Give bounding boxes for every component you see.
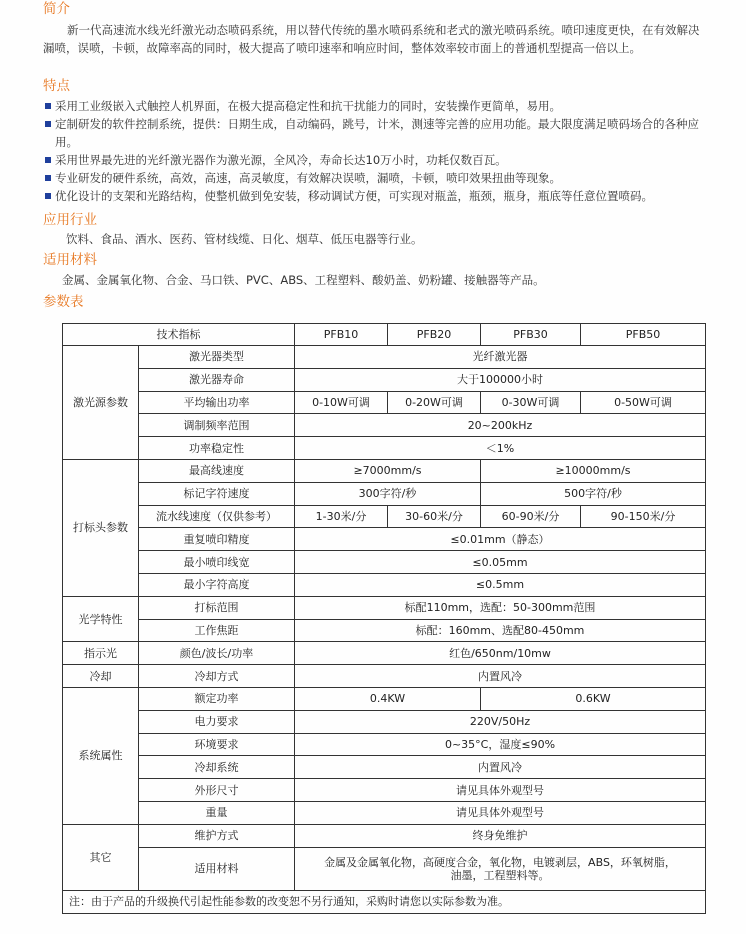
table-row	[63, 779, 706, 802]
row-label: 颜色/波长/功率	[139, 642, 295, 665]
model-pfb30: PFB30	[481, 324, 581, 346]
table-row	[63, 710, 706, 733]
feature-item: 采用工业级嵌入式触控人机界面，在极大提高稳定性和抗干扰能力的同时，安装操作更简单，易用。	[43, 97, 703, 115]
table-row	[63, 551, 706, 574]
group-pointer: 指示光	[63, 642, 139, 665]
row-label: 标记字符速度	[139, 482, 295, 505]
row-label: 电力要求	[139, 710, 295, 733]
spec-table	[62, 323, 706, 914]
group-system: 系统属性	[63, 687, 139, 824]
table-row	[63, 756, 706, 779]
table-header-row	[63, 324, 706, 346]
materials-text: 金属、金属氧化物、合金、马口铁、PVC、ABS、工程塑料、酸奶盖、奶粉罐、接触器等产品。	[62, 273, 545, 287]
row-value: 大于100000小时	[295, 368, 706, 391]
table-row	[63, 642, 706, 665]
row-value: 内置风冷	[295, 756, 706, 779]
group-laser: 激光源参数	[63, 346, 139, 460]
row-label: 激光器类型	[139, 346, 295, 369]
group-head: 打标头参数	[63, 459, 139, 596]
row-value: 0-30W可调	[481, 391, 581, 414]
table-row	[63, 801, 706, 824]
feature-item: 采用世界最先进的光纤激光器作为激光源，全风冷，寿命长达10万小时，功耗仅数百瓦。	[43, 151, 703, 169]
row-value: 终身免维护	[295, 824, 706, 847]
row-value: 标配：160mm、选配80-450mm	[295, 619, 706, 642]
row-value: ≥7000mm/s	[295, 459, 481, 482]
group-optics: 光学特性	[63, 596, 139, 642]
table-row	[63, 505, 706, 528]
row-value: 0.4KW	[295, 687, 481, 710]
row-value: 标配110mm，选配：50-300mm范围	[295, 596, 706, 619]
model-pfb20: PFB20	[388, 324, 481, 346]
row-value: 0-20W可调	[388, 391, 481, 414]
row-value: 请见具体外观型号	[295, 779, 706, 802]
row-label: 激光器寿命	[139, 368, 295, 391]
features-list	[43, 97, 703, 205]
feature-item: 优化设计的支架和光路结构，使整机做到免安装，移动调试方便，可实现对瓶盖，瓶颈，瓶身，瓶底等任意位置喷码。	[43, 187, 703, 205]
table-row	[63, 824, 706, 847]
table-row	[63, 459, 706, 482]
row-value: 0-50W可调	[581, 391, 706, 414]
row-value: 300字符/秒	[295, 482, 481, 505]
table-row	[63, 573, 706, 596]
row-value: ≤0.01mm（静态）	[295, 528, 706, 551]
row-value: 500字符/秒	[481, 482, 706, 505]
table-row	[63, 733, 706, 756]
row-label: 额定功率	[139, 687, 295, 710]
row-value: 内置风冷	[295, 665, 706, 688]
table-row	[63, 346, 706, 369]
row-label: 最高线速度	[139, 459, 295, 482]
row-label: 外形尺寸	[139, 779, 295, 802]
row-label: 重量	[139, 801, 295, 824]
row-value: 金属及金属氧化物，高硬度合金，氧化物，电镀剥层，ABS，环氧树脂，油墨，工程塑料等。	[295, 847, 706, 890]
table-row	[63, 528, 706, 551]
model-pfb10: PFB10	[295, 324, 388, 346]
row-value: 0-10W可调	[295, 391, 388, 414]
header-label: 技术指标	[63, 324, 295, 346]
table-note: 注：由于产品的升级换代引起性能参数的改变恕不另行通知，采购时请您以实际参数为准。	[63, 890, 706, 913]
row-label: 冷却系统	[139, 756, 295, 779]
row-value: 20~200kHz	[295, 414, 706, 437]
intro-heading: 简介	[43, 1, 70, 17]
materials-heading: 适用材料	[43, 252, 97, 268]
row-label: 重复喷印精度	[139, 528, 295, 551]
group-other: 其它	[63, 824, 139, 890]
row-label: 流水线速度（仅供参考）	[139, 505, 295, 528]
params-heading: 参数表	[43, 294, 84, 310]
row-label: 功率稳定性	[139, 437, 295, 460]
row-label: 维护方式	[139, 824, 295, 847]
row-value: 1-30米/分	[295, 505, 388, 528]
row-value: ≤0.5mm	[295, 573, 706, 596]
row-value: 请见具体外观型号	[295, 801, 706, 824]
feature-item: 定制研发的软件控制系统，提供：日期生成，自动编码，跳号，计米，测速等完善的应用功能。最大限度满足喷码场合的各种应用。	[43, 115, 703, 151]
table-row	[63, 847, 706, 890]
group-cooling: 冷却	[63, 665, 139, 688]
table-row	[63, 619, 706, 642]
row-label: 平均输出功率	[139, 391, 295, 414]
table-row	[63, 482, 706, 505]
table-row	[63, 687, 706, 710]
model-pfb50: PFB50	[581, 324, 706, 346]
row-value: ≥10000mm/s	[481, 459, 706, 482]
table-row	[63, 368, 706, 391]
row-value: 0~35°C，湿度≤90%	[295, 733, 706, 756]
table-row	[63, 665, 706, 688]
row-label: 最小字符高度	[139, 573, 295, 596]
table-row	[63, 596, 706, 619]
features-heading: 特点	[43, 78, 70, 94]
row-value: ＜1%	[295, 437, 706, 460]
industries-heading: 应用行业	[43, 212, 97, 228]
row-value: 60-90米/分	[481, 505, 581, 528]
feature-item: 专业研发的硬件系统，高效，高速，高灵敏度，有效解决误喷，漏喷，卡顿，喷印效果扭曲等现象。	[43, 169, 703, 187]
table-note-row	[63, 890, 706, 913]
table-row	[63, 437, 706, 460]
row-label: 最小喷印线宽	[139, 551, 295, 574]
row-value: 光纤激光器	[295, 346, 706, 369]
table-row	[63, 414, 706, 437]
row-label: 调制频率范围	[139, 414, 295, 437]
row-label: 适用材料	[139, 847, 295, 890]
row-label: 工作焦距	[139, 619, 295, 642]
row-value: 红色/650nm/10mw	[295, 642, 706, 665]
row-label: 环境要求	[139, 733, 295, 756]
intro-paragraph: 新一代高速流水线光纤激光动态喷码系统，用以替代传统的墨水喷码系统和老式的激光喷码系统。喷印速度更快，在有效解决漏喷，误喷，卡顿，故障率高的同时，极大提高了喷印速率和响应时间，整体效率较市面上的普通机型提高一倍以上。	[43, 23, 700, 55]
row-value: 220V/50Hz	[295, 710, 706, 733]
row-value: ≤0.05mm	[295, 551, 706, 574]
table-row	[63, 391, 706, 414]
row-label: 打标范围	[139, 596, 295, 619]
row-value: 0.6KW	[481, 687, 706, 710]
row-label: 冷却方式	[139, 665, 295, 688]
row-value: 90-150米/分	[581, 505, 706, 528]
industries-text: 饮料、食品、酒水、医药、管材线缆、日化、烟草、低压电器等行业。	[66, 232, 423, 246]
row-value: 30-60米/分	[388, 505, 481, 528]
